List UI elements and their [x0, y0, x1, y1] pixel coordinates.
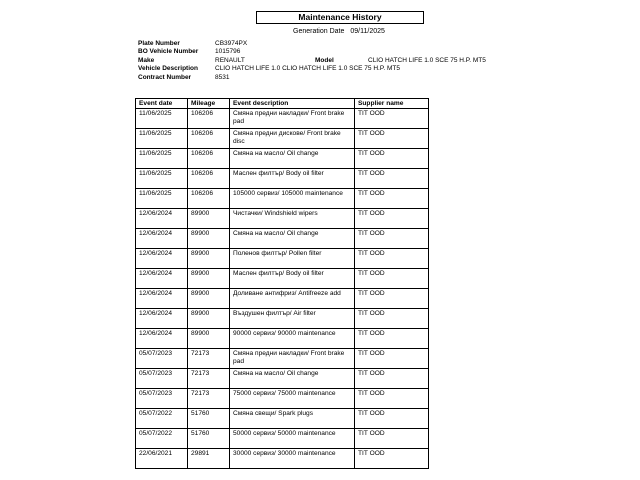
cell-event-description: Въздушен филтър/ Air filter	[230, 309, 355, 329]
cell-mileage: 72173	[188, 389, 230, 409]
table-row	[136, 169, 429, 189]
cell-mileage: 106206	[188, 169, 230, 189]
generation-date-label: Generation Date	[293, 28, 345, 35]
cell-supplier-name: TIT OOD	[355, 409, 429, 429]
cell-event-date: 12/06/2024	[136, 249, 188, 269]
cell-mileage: 51760	[188, 409, 230, 429]
make-label: Make	[138, 56, 155, 64]
cell-event-date: 11/06/2025	[136, 189, 188, 209]
cell-mileage: 106206	[188, 109, 230, 129]
cell-supplier-name: TIT OOD	[355, 109, 429, 129]
table-row	[136, 449, 429, 469]
maintenance-table	[135, 98, 429, 469]
cell-mileage: 89900	[188, 309, 230, 329]
generation-date-value: 09/11/2025	[350, 28, 385, 35]
table-row	[136, 409, 429, 429]
cell-mileage: 106206	[188, 149, 230, 169]
cell-event-description: Доливане антифриз/ Antifreeze add	[230, 289, 355, 309]
table-row	[136, 249, 429, 269]
cell-supplier-name: TIT OOD	[355, 369, 429, 389]
cell-mileage: 89900	[188, 249, 230, 269]
cell-event-date: 05/07/2023	[136, 349, 188, 369]
cell-supplier-name: TIT OOD	[355, 329, 429, 349]
table-header-row	[136, 99, 429, 109]
model-label: Model	[315, 56, 334, 64]
table-row	[136, 129, 429, 149]
cell-mileage: 51760	[188, 429, 230, 449]
cell-event-date: 11/06/2025	[136, 129, 188, 149]
cell-event-date: 12/06/2024	[136, 329, 188, 349]
cell-event-description: Маслен филтър/ Body oil filter	[230, 169, 355, 189]
header-event-date: Event date	[136, 99, 188, 109]
cell-event-date: 05/07/2023	[136, 369, 188, 389]
cell-event-description: Смяна предни накладки/ Front brake pad	[230, 109, 355, 129]
cell-event-date: 11/06/2025	[136, 169, 188, 189]
cell-event-date: 11/06/2025	[136, 109, 188, 129]
cell-event-date: 12/06/2024	[136, 269, 188, 289]
table-row	[136, 389, 429, 409]
cell-event-description: Чистачки/ Windshield wipers	[230, 209, 355, 229]
document-title: Maintenance History	[256, 11, 424, 24]
cell-event-date: 05/07/2023	[136, 389, 188, 409]
bo-label: BO Vehicle Number	[138, 48, 199, 56]
table-row	[136, 229, 429, 249]
cell-event-description: Смяна свещи/ Spark plugs	[230, 409, 355, 429]
cell-supplier-name: TIT OOD	[355, 349, 429, 369]
description-value: CLIO HATCH LIFE 1.0 CLIO HATCH LIFE 1.0 SCE 75 H.P. MT5	[215, 65, 400, 73]
cell-event-description: Смяна на масло/ Oil change	[230, 369, 355, 389]
table-row	[136, 349, 429, 369]
table-row	[136, 149, 429, 169]
table-row	[136, 289, 429, 309]
table-row	[136, 189, 429, 209]
make-value: RENAULT	[215, 56, 245, 64]
cell-mileage: 72173	[188, 369, 230, 389]
cell-supplier-name: TIT OOD	[355, 309, 429, 329]
cell-supplier-name: TIT OOD	[355, 229, 429, 249]
cell-event-date: 12/06/2024	[136, 309, 188, 329]
cell-supplier-name: TIT OOD	[355, 289, 429, 309]
cell-supplier-name: TIT OOD	[355, 169, 429, 189]
cell-supplier-name: TIT OOD	[355, 209, 429, 229]
table-row	[136, 429, 429, 449]
table-row	[136, 369, 429, 389]
cell-mileage: 89900	[188, 229, 230, 249]
table-row	[136, 269, 429, 289]
cell-mileage: 89900	[188, 269, 230, 289]
model-value: CLIO HATCH LIFE 1.0 SCE 75 H.P. MT5	[368, 56, 486, 64]
generation-date-line	[293, 28, 385, 35]
contract-label: Contract Number	[138, 73, 192, 81]
cell-event-date: 05/07/2022	[136, 409, 188, 429]
cell-mileage: 89900	[188, 329, 230, 349]
cell-event-description: Смяна предни дискове/ Front brake disc	[230, 129, 355, 149]
cell-supplier-name: TIT OOD	[355, 269, 429, 289]
description-label: Vehicle Description	[138, 65, 198, 73]
cell-supplier-name: TIT OOD	[355, 189, 429, 209]
header-mileage: Mileage	[188, 99, 230, 109]
cell-supplier-name: TIT OOD	[355, 249, 429, 269]
cell-event-date: 12/06/2024	[136, 289, 188, 309]
bo-value: 1015796	[215, 48, 241, 56]
cell-event-description: 90000 сервиз/ 90000 maintenance	[230, 329, 355, 349]
cell-supplier-name: TIT OOD	[355, 449, 429, 469]
cell-supplier-name: TIT OOD	[355, 389, 429, 409]
table-row	[136, 209, 429, 229]
table-row	[136, 109, 429, 129]
header-supplier-name: Supplier name	[355, 99, 429, 109]
table-row	[136, 329, 429, 349]
cell-event-description: Смяна на масло/ Oil change	[230, 229, 355, 249]
cell-mileage: 106206	[188, 129, 230, 149]
cell-event-date: 12/06/2024	[136, 209, 188, 229]
cell-event-description: Смяна предни накладки/ Front brake pad	[230, 349, 355, 369]
cell-event-date: 22/06/2021	[136, 449, 188, 469]
cell-mileage: 29891	[188, 449, 230, 469]
cell-mileage: 72173	[188, 349, 230, 369]
cell-supplier-name: TIT OOD	[355, 429, 429, 449]
cell-event-date: 12/06/2024	[136, 229, 188, 249]
cell-supplier-name: TIT OOD	[355, 129, 429, 149]
header-event-description: Event description	[230, 99, 355, 109]
cell-event-description: 75000 сервиз/ 75000 maintenance	[230, 389, 355, 409]
contract-value: 8531	[215, 73, 230, 81]
cell-supplier-name: TIT OOD	[355, 149, 429, 169]
plate-label: Plate Number	[138, 40, 180, 47]
cell-event-description: 105000 сервиз/ 105000 maintenance	[230, 189, 355, 209]
table-row	[136, 309, 429, 329]
cell-mileage: 89900	[188, 289, 230, 309]
plate-value: CB3974PX	[215, 40, 248, 47]
cell-event-description: 30000 сервиз/ 30000 maintenance	[230, 449, 355, 469]
cell-event-date: 11/06/2025	[136, 149, 188, 169]
cell-event-description: Поленов филтър/ Pollen filter	[230, 249, 355, 269]
cell-mileage: 89900	[188, 209, 230, 229]
cell-event-description: Маслен филтър/ Body oil filter	[230, 269, 355, 289]
cell-event-date: 05/07/2022	[136, 429, 188, 449]
cell-event-description: Смяна на масло/ Oil change	[230, 149, 355, 169]
cell-mileage: 106206	[188, 189, 230, 209]
cell-event-description: 50000 сервиз/ 50000 maintenance	[230, 429, 355, 449]
